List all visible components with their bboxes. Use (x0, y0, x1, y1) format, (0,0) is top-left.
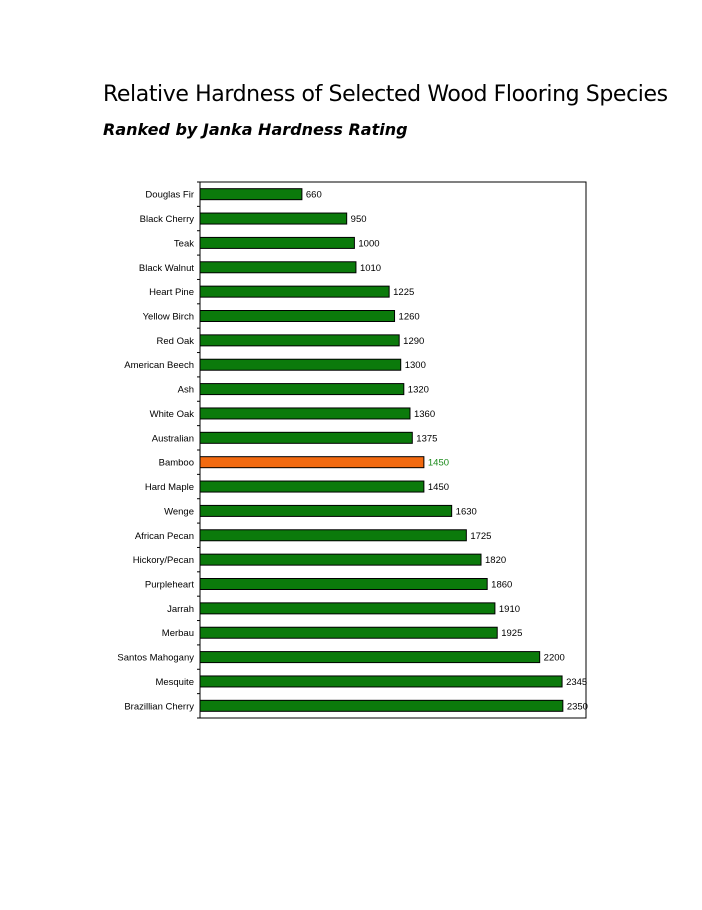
category-label: American Beech (124, 360, 194, 372)
value-label: 1375 (416, 433, 438, 445)
bar-teak (200, 237, 354, 248)
bar-mesquite (200, 676, 562, 687)
bar-ash (200, 384, 404, 395)
bar-jarrah (200, 603, 495, 614)
value-label: 1925 (501, 628, 523, 640)
bar-red-oak (200, 335, 399, 346)
value-label: 2345 (566, 676, 588, 688)
chart-title: Relative Hardness of Selected Wood Flooring Species (103, 82, 668, 107)
category-label: Teak (173, 238, 194, 250)
bar-black-cherry (200, 213, 347, 224)
category-label: Hard Maple (144, 482, 194, 494)
bar-wenge (200, 505, 452, 516)
bar-hickory-pecan (200, 554, 481, 565)
category-label: Yellow Birch (142, 311, 194, 323)
bar-african-pecan (200, 530, 466, 541)
value-label: 1860 (491, 579, 513, 591)
value-label: 660 (305, 189, 322, 201)
bar-merbau (200, 627, 497, 638)
value-label: 1820 (485, 555, 507, 567)
bar-hard-maple (200, 481, 424, 492)
value-label: 2200 (543, 652, 565, 664)
value-label: 950 (350, 214, 367, 226)
value-label: 1725 (470, 530, 492, 542)
bar-white-oak (200, 408, 410, 419)
category-label: Bamboo (158, 457, 194, 469)
value-label: 1630 (455, 506, 477, 518)
category-label: Hickory/Pecan (132, 555, 194, 567)
category-label: Wenge (164, 506, 194, 518)
value-label: 1000 (358, 238, 380, 250)
bar-black-walnut (200, 262, 356, 273)
category-label: White Oak (149, 408, 194, 420)
value-label: 1225 (393, 287, 415, 299)
bar-yellow-birch (200, 311, 395, 322)
category-label: Santos Mahogany (117, 652, 194, 664)
category-label: Black Walnut (138, 262, 194, 274)
bar-heart-pine (200, 286, 389, 297)
category-label: Australian (151, 433, 194, 445)
value-label: 1910 (498, 603, 521, 615)
category-label: Merbau (161, 628, 194, 640)
value-label: 1290 (403, 335, 425, 347)
category-label: African Pecan (134, 530, 194, 542)
bar-american-beech (200, 359, 401, 370)
value-label: 1260 (398, 311, 420, 323)
value-label: 2350 (566, 701, 588, 713)
category-label: Red Oak (156, 335, 194, 347)
value-label: 1360 (413, 408, 436, 420)
category-label: Black Cherry (139, 214, 194, 226)
value-label: 1320 (407, 384, 429, 396)
category-label: Mesquite (155, 676, 194, 688)
bar-bamboo (200, 457, 424, 468)
category-label: Heart Pine (149, 287, 194, 299)
value-label: 1010 (359, 262, 382, 274)
bar-santos-mahogany (200, 652, 540, 663)
category-label: Ash (177, 384, 194, 396)
value-label: 1450 (427, 482, 450, 494)
category-label: Purpleheart (144, 579, 194, 591)
bar-brazillian-cherry (200, 700, 563, 711)
chart-subtitle: Ranked by Janka Hardness Rating (103, 120, 408, 139)
value-label: 1450 (427, 457, 450, 469)
value-label: 1300 (404, 360, 426, 372)
category-label: Douglas Fir (145, 189, 194, 201)
bar-douglas-fir (200, 189, 302, 200)
bar-australian (200, 432, 412, 443)
bar-purpleheart (200, 579, 487, 590)
category-label: Brazillian Cherry (124, 701, 194, 713)
category-label: Jarrah (167, 603, 194, 615)
